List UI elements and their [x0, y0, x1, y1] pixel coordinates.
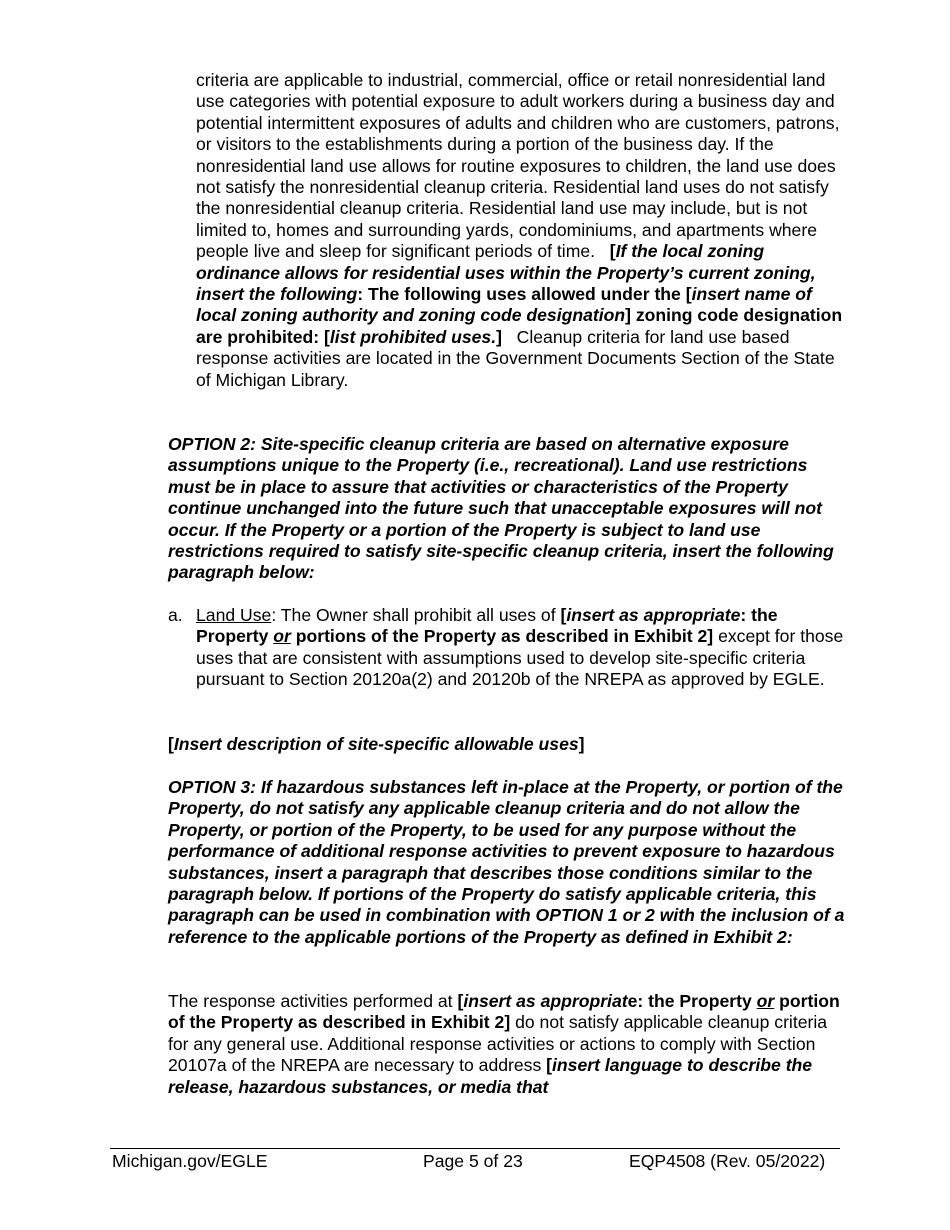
- item-a-property: : the Property: [196, 605, 778, 647]
- footer-website: Michigan.gov/EGLE: [112, 1151, 268, 1171]
- zoning-authority-placeholder: insert name of local zoning authority and zoning code designation: [196, 284, 812, 326]
- response-property: : the Property: [637, 991, 752, 1011]
- prohibited-uses-statement: : The following uses allowed under the [: [357, 284, 692, 305]
- footer-divider: [110, 1148, 840, 1149]
- option-2-text: OPTION 2: Site-specific cleanup criteria are based on alternative exposure assumptions unique to the Property (i.e., recreational). Land use restrictions must be in place to assure that activities or characteristics of the Property continue unchanged into the future such that unacceptable exposures will not occur. If the Property or a portion of the Property is subject to land use restrictions required to satisfy site-specific cleanup criteria, insert the following paragraph below:: [168, 434, 834, 583]
- option-3-instruction: [168, 777, 848, 948]
- response-text-2: do not satisfy applicable cleanup criteria for any general use. Additional response activities or actions to comply with Section 20107a of the NREPA are necessary to address: [168, 1012, 828, 1076]
- response-insert-as-appropriate: insert as appropriat: [463, 991, 628, 1011]
- or-word: or: [273, 626, 291, 647]
- insert-bracket-open: [: [168, 734, 174, 754]
- response-bracket-open-2: [: [546, 1055, 553, 1076]
- zoning-instruction: If the local zoning ordinance allows for residential uses within the Property’s current zoning, insert the following: [196, 241, 816, 305]
- response-text-1: The response activities performed at: [168, 991, 453, 1011]
- response-bold-e: e: [627, 991, 638, 1011]
- footer-form-number: EQP4508 (Rev. 05/2022): [629, 1151, 826, 1171]
- bracket-close: ]: [496, 326, 502, 347]
- continuation-paragraph: [196, 70, 846, 391]
- option-3-text: OPTION 3: If hazardous substances left in-place at the Property, or portion of the Property, do not satisfy any applicable cleanup criteria and do not allow the Property, or portion of the Property, to be used for any purpose without the performance of additional response activities to prevent exposure to hazardous substances, insert a paragraph that describes those conditions similar to the paragraph below. If portions of the Property do satisfy applicable criteria, this paragraph can be used in combination with OPTION 1 or 2 with the inclusion of a reference to the applicable portions of the Property as defined in Exhibit 2:: [168, 777, 845, 947]
- continuation-text-1: criteria are applicable to industrial, commercial, office or retail nonresidential land use categories with potential exposure to adult workers during a business day and potential intermittent exposures of adults and children who are customers, patrons, or visitors to the establishments during a portion of the business day. If the nonresidential land use allows for routine exposures to children, the land use does not satisfy the nonresidential cleanup criteria. Residential land uses do not satisfy the nonresidential cleanup criteria. Residential land use may include, but is not limited to, homes and surrounding yards, condominiums, and apartments where people live and sleep for significant periods of time.: [196, 70, 840, 262]
- list-item-a: [168, 605, 848, 691]
- land-use-heading: Land Use: [196, 605, 272, 625]
- response-insert-language: insert language to describe the release, hazardous substances, or media that: [168, 1055, 813, 1097]
- zoning-designation-statement: ] zoning code designation are prohibited: [: [196, 305, 843, 347]
- item-a-text-2: except for those uses that are consistent with assumptions used to develop site-specific criteria pursuant to Section 20120a(2) and 20120b of the NREPA as approved by EGLE.: [196, 626, 844, 690]
- item-a-text-1: : The Owner shall prohibit all uses of: [271, 605, 556, 625]
- response-portion: portion of the Property as described in Exhibit 2]: [168, 991, 840, 1033]
- bracket-open: [: [609, 241, 616, 262]
- footer-page-number: Page 5 of 23: [423, 1151, 523, 1171]
- list-marker-a: a.: [168, 605, 183, 625]
- insert-description-line: [168, 734, 848, 755]
- insert-as-appropriate: insert as appropriate: [566, 605, 741, 625]
- response-bracket-open: [: [457, 991, 464, 1011]
- item-a-portions: portions of the Property as described in Exhibit 2]: [295, 626, 714, 647]
- item-a-bracket-open: [: [560, 605, 567, 625]
- continuation-text-2: Cleanup criteria for land use based response activities are located in the Government Documents Section of the State of Michigan Library.: [196, 326, 835, 390]
- option-2-instruction: [168, 434, 848, 584]
- response-paragraph: [168, 991, 848, 1098]
- insert-description-placeholder: Insert description of site-specific allowable uses: [173, 734, 579, 754]
- response-or-word: or: [756, 991, 775, 1011]
- insert-bracket-close: ]: [578, 734, 585, 754]
- prohibited-uses-placeholder: list prohibited uses.: [329, 326, 497, 347]
